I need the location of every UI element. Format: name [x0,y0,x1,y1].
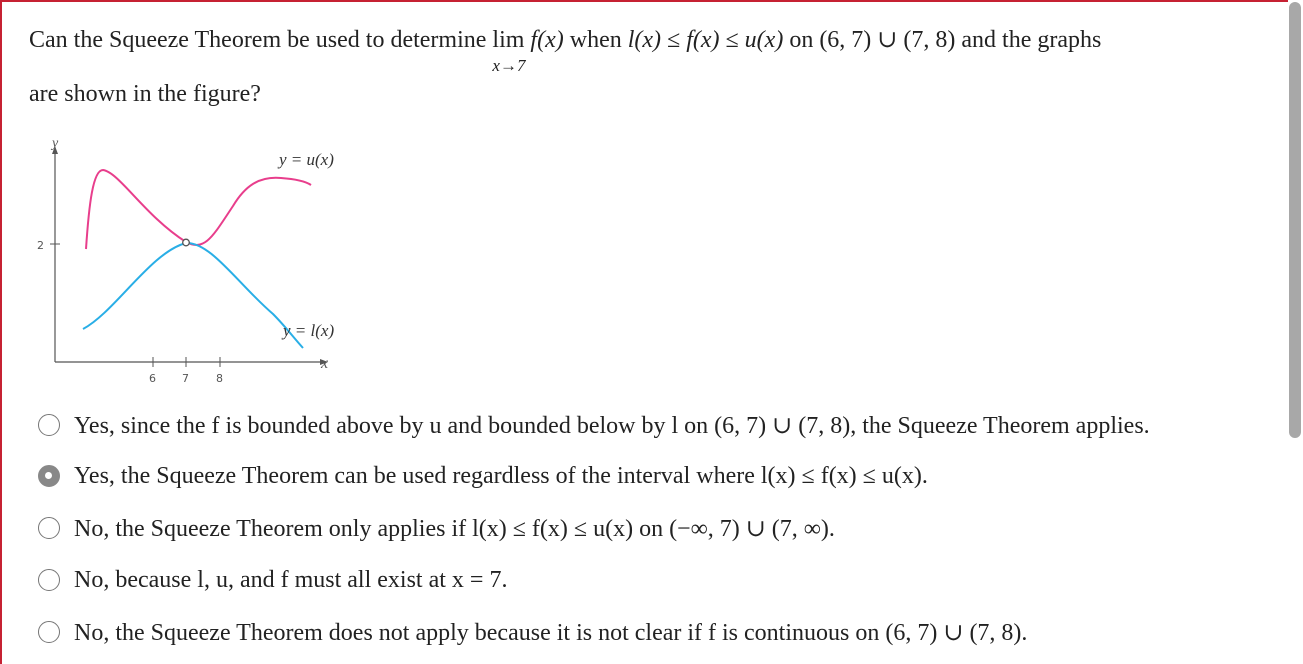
option-1-label[interactable]: Yes, since the f is bounded above by u and bounded below by l on (6, 7) ∪ (7, 8), the Squeeze Theorem applies. [74,412,1150,439]
option-3-label[interactable]: No, the Squeeze Theorem only applies if l(x) ≤ f(x) ≤ u(x) on (−∞, 7) ∪ (7, ∞). [74,515,835,542]
question-intro: Can the Squeeze Theorem be used to determine [29,27,487,53]
x-tick-label-6: 6 [149,372,156,385]
radio-option-5[interactable] [38,621,60,643]
radio-option-1[interactable] [38,414,60,436]
graph-svg [33,134,363,386]
left-border [0,0,2,664]
option-2-label[interactable]: Yes, the Squeeze Theorem can be used regardless of the interval where l(x) ≤ f(x) ≤ u(x). [74,462,928,489]
radio-option-2[interactable] [38,465,60,487]
limit-function: f(x) [530,27,564,53]
option-1[interactable] [38,404,1150,446]
scrollbar-thumb[interactable] [1289,2,1301,438]
option-4[interactable] [38,559,507,601]
question-interval: on (6, 7) ∪ (7, 8) and the graphs [789,27,1102,53]
upper-curve [86,170,311,249]
x-tick-label-7: 7 [182,372,189,385]
graph-figure [33,134,363,386]
upper-curve-label: y = u(x) [279,150,334,169]
x-tick-label-8: 8 [216,372,223,385]
option-5-label[interactable]: No, the Squeeze Theorem does not apply because it is not clear if f is continuous on (6, 7) ∪ (7, 8). [74,619,1028,646]
option-5[interactable] [38,611,1027,653]
lower-curve-label: y = l(x) [283,321,335,340]
question-inequality: l(x) ≤ f(x) ≤ u(x) [627,27,784,53]
question-line-1 [29,27,1102,75]
limit-subscript: x→7 [492,56,526,75]
option-2[interactable] [38,455,928,497]
question-line-2: are shown in the figure? [29,81,261,107]
y-tick-label-2: 2 [37,239,44,252]
top-border [0,0,1290,2]
hole-marker [183,239,190,246]
y-axis-label: y [52,136,59,151]
option-4-label[interactable]: No, because l, u, and f must all exist at x = 7. [74,566,508,593]
question-when: when [569,27,622,53]
radio-option-3[interactable] [38,517,60,539]
option-3[interactable] [38,507,835,549]
limit-expression [492,27,526,75]
x-axis-label: x [321,355,329,372]
lower-curve [83,243,303,348]
limit-word: lim [492,27,525,53]
radio-option-4[interactable] [38,569,60,591]
